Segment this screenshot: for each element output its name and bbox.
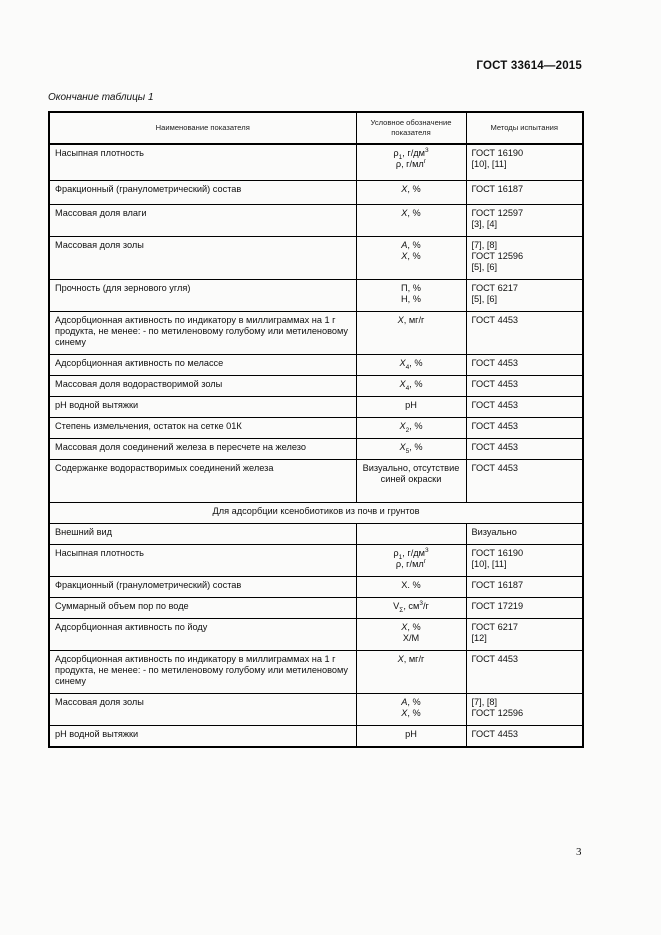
table-row [49,726,583,748]
test-methods [466,651,583,694]
symbol-unit: , г/дм [402,548,425,558]
indicator-symbol [356,397,466,418]
symbol-line [362,580,461,591]
method-ref: ГОСТ 4453 [471,400,519,410]
symbol-line [362,421,461,432]
symbol-line [362,400,461,411]
method-ref: ГОСТ 4453 [471,379,519,389]
indicator-name: Массовая доля соединений железа в пересчете на железо [49,439,356,460]
symbol-unit: , % [407,697,421,707]
indicator-name: Адсорбционная активность по индикатору в миллиграммах на 1 г продукта, не менее: - по метиленовому голубому или метиленовому синему [49,312,356,355]
symbol-text: X [399,421,406,431]
symbol-subscript: Σ [399,606,404,614]
test-methods [466,280,583,312]
table-row [49,651,583,694]
symbol-line [362,208,461,219]
symbol-text: X [397,315,404,325]
method-ref: ГОСТ 12597 [471,208,524,218]
test-methods [466,205,583,237]
symbol-text: X [401,208,408,218]
symbol-line [362,622,461,633]
indicator-symbol [356,619,466,651]
symbol-line [362,358,461,369]
indicators-table [48,111,584,748]
table-row [49,619,583,651]
symbol-unit: , % [407,240,421,250]
indicator-name: Содержанке водорастворимых соединений железа [49,460,356,503]
column-header-methods: Методы испытания [466,112,583,144]
symbol-subscript: 4 [405,384,410,392]
test-methods [466,376,583,397]
indicator-symbol [356,205,466,237]
symbol-unit-tail: /г [422,601,429,611]
table-row [49,312,583,355]
method-ref: [12] [471,633,487,644]
method-ref: [10], [11] [471,159,507,170]
indicator-name: Массовая доля влаги [49,205,356,237]
table-row [49,280,583,312]
table-header-row [49,112,583,144]
table-row [49,598,583,619]
method-ref: ГОСТ 4453 [471,358,519,368]
table-row [49,439,583,460]
symbol-text: ρ [395,559,402,570]
symbol-line [362,708,461,719]
symbol-superscript: г [423,558,427,566]
symbol-unit: , % [409,442,423,452]
indicator-symbol [356,577,466,598]
symbol-text: X [399,379,406,389]
symbol-text: X [397,654,404,664]
symbol-text: Визуально, отсутствие синей окраски [362,463,460,485]
test-methods [466,418,583,439]
symbol-subscript: 1 [398,553,403,561]
symbol-line [362,148,461,159]
symbol-unit: , % [409,358,423,368]
symbol-unit: , % [409,421,423,431]
symbol-text: X [399,442,406,452]
column-header-symbol: Условное обозначение показателя [356,112,466,144]
indicator-symbol [356,355,466,376]
symbol-unit: , г/дм [402,148,425,158]
method-ref: [3], [4] [471,219,498,230]
symbol-superscript: 3 [419,599,423,607]
indicator-name: Внешний вид [49,524,356,545]
table-body-main [49,144,583,503]
indicator-symbol [356,418,466,439]
symbol-subscript: 5 [405,447,410,455]
method-ref: ГОСТ 4453 [471,442,519,452]
symbol-line [362,283,461,294]
table-body-xenobiotics [49,524,583,748]
indicator-symbol [356,524,466,545]
symbol-text: ρ [395,159,402,170]
section-title: Для адсорбции ксенобиотиков из почв и грунтов [49,503,583,524]
symbol-unit: , мг/г [403,654,425,664]
indicator-symbol [356,694,466,726]
symbol-text: Н, % [401,294,421,305]
test-methods [466,619,583,651]
symbol-text: X [401,622,408,632]
method-ref: ГОСТ 4453 [471,421,519,431]
table-section [49,503,583,524]
symbol-unit: , % [409,379,423,389]
table-row [49,694,583,726]
symbol-line [362,184,461,195]
indicator-name: Массовая доля водорастворимой золы [49,376,356,397]
symbol-superscript: 3 [424,546,429,554]
test-methods [466,524,583,545]
symbol-line [362,294,461,305]
table-row [49,460,583,503]
table-row [49,355,583,376]
symbol-unit: , см [403,601,420,611]
table-row [49,397,583,418]
indicator-symbol [356,439,466,460]
symbol-line [362,559,461,570]
symbol-superscript: 3 [424,146,429,154]
symbol-subscript: 2 [405,426,410,434]
method-ref: Визуально [471,527,517,537]
method-ref: [7], [8] [471,240,498,250]
method-ref: ГОСТ 17219 [471,601,524,611]
method-ref: ГОСТ 6217 [471,622,519,632]
page-number: 3 [576,846,582,858]
table-caption: Окончание таблицы 1 [48,92,154,103]
symbol-line [362,379,461,390]
symbol-unit: , г/мл [401,559,424,570]
indicator-symbol [356,726,466,748]
method-ref: ГОСТ 16190 [471,148,524,158]
method-ref: [5], [6] [471,262,498,273]
indicator-name: Фракционный (гранулометрический) состав [49,577,356,598]
symbol-subscript: 4 [405,363,410,371]
symbol-line [362,548,461,559]
table-row [49,181,583,205]
table-row [49,376,583,397]
symbol-unit: , % [407,208,421,218]
indicator-name: рН водной вытяжки [49,726,356,748]
test-methods [466,355,583,376]
symbol-superscript: г [423,158,427,166]
table-row [49,524,583,545]
symbol-text: pH [405,400,417,410]
symbol-unit: , % [407,622,421,632]
test-methods [466,237,583,280]
indicator-name: Фракционный (гранулометрический) состав [49,181,356,205]
test-methods [466,726,583,748]
symbol-unit: , г/мл [401,159,424,170]
method-ref: ГОСТ 4453 [471,654,519,664]
symbol-line [362,240,461,251]
symbol-line [362,729,461,740]
symbol-text: V [393,601,400,611]
indicator-symbol [356,460,466,503]
column-header-name: Наименование показателя [49,112,356,144]
indicator-name: Адсорбционная активность по мелассе [49,355,356,376]
symbol-unit: , мг/г [403,315,425,325]
method-ref: ГОСТ 12596 [471,708,524,719]
method-ref: ГОСТ 6217 [471,283,519,293]
symbol-line [362,442,461,453]
indicator-name: Суммарный объем пор по воде [49,598,356,619]
symbol-line [362,601,461,612]
symbol-line [362,159,461,170]
symbol-text: X [401,708,408,719]
indicator-name: Массовая доля золы [49,694,356,726]
method-ref: ГОСТ 16190 [471,548,524,558]
method-ref: [5], [6] [471,294,498,305]
symbol-unit: , % [407,251,421,262]
section-row [49,503,583,524]
indicator-symbol [356,144,466,181]
symbol-text: П, % [401,283,421,293]
indicator-name: Массовая доля золы [49,237,356,280]
test-methods [466,545,583,577]
test-methods [466,144,583,181]
standard-number: ГОСТ 33614—2015 [476,60,582,72]
method-ref: ГОСТ 4453 [471,463,519,473]
symbol-text: ρ [393,548,399,558]
symbol-line [362,463,461,485]
indicator-symbol [356,237,466,280]
symbol-text: A [401,697,408,707]
indicator-name: Степень измельчения, остаток на сетке 01К [49,418,356,439]
test-methods [466,439,583,460]
symbol-text: X [401,184,408,194]
test-methods [466,312,583,355]
symbol-unit: , % [407,184,421,194]
table-row [49,577,583,598]
symbol-text: X [399,358,406,368]
indicator-symbol [356,545,466,577]
symbol-line [362,654,461,665]
method-ref: [7], [8] [471,697,498,707]
method-ref: ГОСТ 4453 [471,315,519,325]
indicator-name: Насыпная плотность [49,545,356,577]
symbol-line [362,315,461,326]
test-methods [466,181,583,205]
method-ref: ГОСТ 4453 [471,729,519,739]
indicator-name: Адсорбционная активность по индикатору в миллиграммах на 1 г продукта, не менее: - по метиленовому голубому или метиленовому синему [49,651,356,694]
symbol-line [362,251,461,262]
symbol-text: A [401,240,408,250]
symbol-text: X/M [402,633,420,644]
indicator-name: Адсорбционная активность по йоду [49,619,356,651]
method-ref: ГОСТ 16187 [471,580,524,590]
symbol-unit: , % [407,708,421,719]
method-ref: ГОСТ 12596 [471,251,524,262]
test-methods [466,460,583,503]
indicator-symbol [356,376,466,397]
indicator-symbol [356,598,466,619]
indicator-symbol [356,181,466,205]
symbol-line [362,697,461,708]
table-row [49,418,583,439]
symbol-text: Х. % [401,580,421,590]
indicator-name: Прочность (для зернового угля) [49,280,356,312]
test-methods [466,397,583,418]
indicator-name: рН водной вытяжки [49,397,356,418]
symbol-line [362,633,461,644]
symbol-text: pH [405,729,417,739]
symbol-text: ρ [393,148,399,158]
method-ref: [10], [11] [471,559,507,570]
test-methods [466,598,583,619]
indicator-symbol [356,651,466,694]
symbol-text: X [401,251,408,262]
table-row [49,205,583,237]
test-methods [466,577,583,598]
test-methods [466,694,583,726]
symbol-subscript: 1 [398,153,403,161]
indicator-symbol [356,312,466,355]
table-row [49,237,583,280]
table-row [49,545,583,577]
method-ref: ГОСТ 16187 [471,184,524,194]
table-row [49,144,583,181]
indicator-symbol [356,280,466,312]
indicator-name: Насыпная плотность [49,144,356,181]
